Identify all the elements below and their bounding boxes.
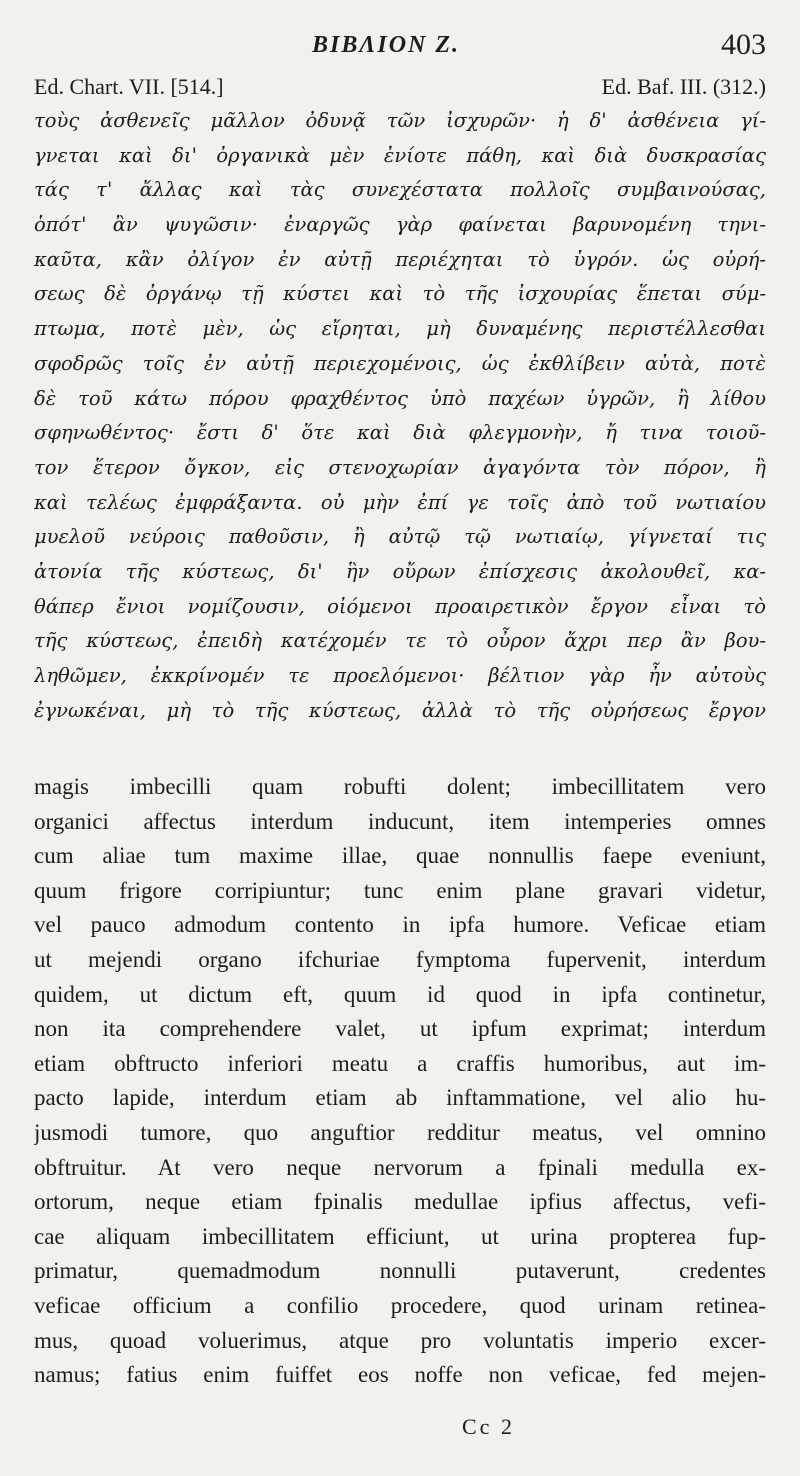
- edition-basel-reference: Ed. Baf. III. (312.): [601, 74, 766, 99]
- latin-line: organici affectus interdum inducunt, item intemperies omnes: [34, 808, 766, 834]
- edition-chartier-reference: Ed. Chart. VII. [514.]: [34, 74, 224, 99]
- greek-line: καῦτα, κἂν ὀλίγον ἐν αὐτῇ περιέχηται τὸ ὑγρόν. ὡς οὐρή-: [34, 247, 766, 271]
- greek-line: τῆς κύστεως, ἐπειδὴ κατέχομέν τε τὸ οὖρον ἄχρι περ ἂν βου-: [34, 629, 766, 653]
- page-number: 403: [721, 28, 766, 61]
- latin-line: cum aliae tum maxime illae, quae nonnullis faepe eveniunt,: [34, 843, 766, 869]
- latin-line: quum frigore corripiuntur; tunc enim plane gravari videtur,: [34, 877, 766, 903]
- latin-line: cae aliquam imbecillitatem efficiunt, ut urina propterea fup-: [34, 1223, 766, 1249]
- greek-line: πτωμα, ποτὲ μὲν, ὡς εἴρηται, μὴ δυναμένης περιστέλλεσθαι: [34, 317, 766, 341]
- greek-line: καὶ τελέως ἐμφράξαντα. οὐ μὴν ἐπί γε τοῖς ἀπὸ τοῦ νωτιαίου: [34, 490, 766, 514]
- greek-line: θάπερ ἔνιοι νομίζουσιν, οἰόμενοι προαιρετικὸν ἔργον εἶναι τὸ: [34, 594, 766, 618]
- greek-line: μυελοῦ νεύροις παθοῦσιν, ἢ αὐτῷ τῷ νωτιαίῳ, γίγνεταί τις: [34, 525, 766, 549]
- latin-line: ortorum, neque etiam fpinalis medullae ipfius affectus, vefi-: [34, 1189, 766, 1215]
- latin-line: vel pauco admodum contento in ipfa humore. Veficae etiam: [34, 912, 766, 938]
- latin-line: quidem, ut dictum eft, quum id quod in ipfa continetur,: [34, 981, 766, 1007]
- greek-line: τάς τ' ἄλλας καὶ τὰς συνεχέστατα πολλοῖς συμβαινούσας,: [34, 178, 766, 202]
- greek-line: ὁπότ' ἂν ψυγῶσιν· ἐναργῶς γὰρ φαίνεται βαρυνομένη τηνι-: [34, 213, 766, 237]
- running-title: BIBΛION Z.: [312, 32, 461, 58]
- greek-line: ληθῶμεν, ἐκκρίνομέν τε προελόμενοι· βέλτιον γὰρ ἦν αὐτοὺς: [34, 664, 766, 687]
- greek-text-block: [34, 104, 766, 728]
- latin-text-block: [34, 770, 766, 1393]
- greek-line: τοὺς ἀσθενεῖς μᾶλλον ὀδυνᾷ τῶν ἰσχυρῶν· ἡ δ' ἀσθένεια γί-: [34, 109, 766, 132]
- greek-line: δὲ τοῦ κάτω πόρου φραχθέντος ὑπὸ παχέων ὑγρῶν, ἢ λίθου: [34, 386, 766, 410]
- greek-line: σεως δὲ ὀργάνῳ τῇ κύστει καὶ τὸ τῆς ἰσχουρίας ἕπεται σύμ-: [34, 282, 766, 306]
- greek-line: ἐγνωκέναι, μὴ τὸ τῆς κύστεως, ἀλλὰ τὸ τῆς οὐρήσεως ἔργον: [34, 698, 766, 722]
- latin-line: veficae officium a confilio procedere, quod urinam retinea-: [34, 1292, 766, 1318]
- latin-line: primatur, quemadmodum nonnulli putaverunt, credentes: [34, 1258, 766, 1284]
- latin-line: magis imbecilli quam robufti dolent; imbecillitatem vero: [34, 774, 766, 799]
- greek-line: σφηνωθέντος· ἔστι δ' ὅτε καὶ διὰ φλεγμονὴν, ἤ τινα τοιοῦ-: [34, 421, 766, 445]
- latin-line: etiam obftructo inferiori meatu a craffis humoribus, aut im-: [34, 1050, 766, 1076]
- greek-line: ἀτονία τῆς κύστεως, δι' ἣν οὔρων ἐπίσχεσις ἀκολουθεῖ, κα-: [34, 559, 766, 583]
- greek-line: τον ἕτερον ὄγκον, εἰς στενοχωρίαν ἀγαγόντα τὸν πόρον, ἢ: [34, 455, 766, 479]
- latin-line: ut mejendi organo ifchuriae fymptoma fupervenit, interdum: [34, 946, 766, 972]
- latin-line: pacto lapide, interdum etiam ab inftammatione, vel alio hu-: [34, 1085, 766, 1111]
- greek-line: γνεται καὶ δι' ὀργανικὰ μὲν ἐνίοτε πάθη, καὶ διὰ δυσκρασίας: [34, 143, 766, 167]
- latin-line: mus, quoad voluerimus, atque pro voluntatis imperio excer-: [34, 1327, 766, 1353]
- latin-line: jusmodi tumore, quo anguftior redditur meatus, vel omnino: [34, 1119, 766, 1145]
- latin-line: obftruitur. At vero neque nervorum a fpinali medulla ex-: [34, 1154, 766, 1180]
- greek-line: σφοδρῶς τοῖς ἐν αὐτῇ περιεχομένοις, ὡς ἐκθλίβειν αὐτὰ, ποτὲ: [34, 351, 766, 375]
- latin-line: non ita comprehendere valet, ut ipfum exprimat; interdum: [34, 1016, 766, 1042]
- latin-line: namus; fatius enim fuiffet eos noffe non veficae, fed mejen-: [34, 1362, 766, 1388]
- running-head: [0, 28, 800, 68]
- edition-reference-line: [34, 74, 766, 104]
- signature-mark: Cc 2: [462, 1414, 515, 1439]
